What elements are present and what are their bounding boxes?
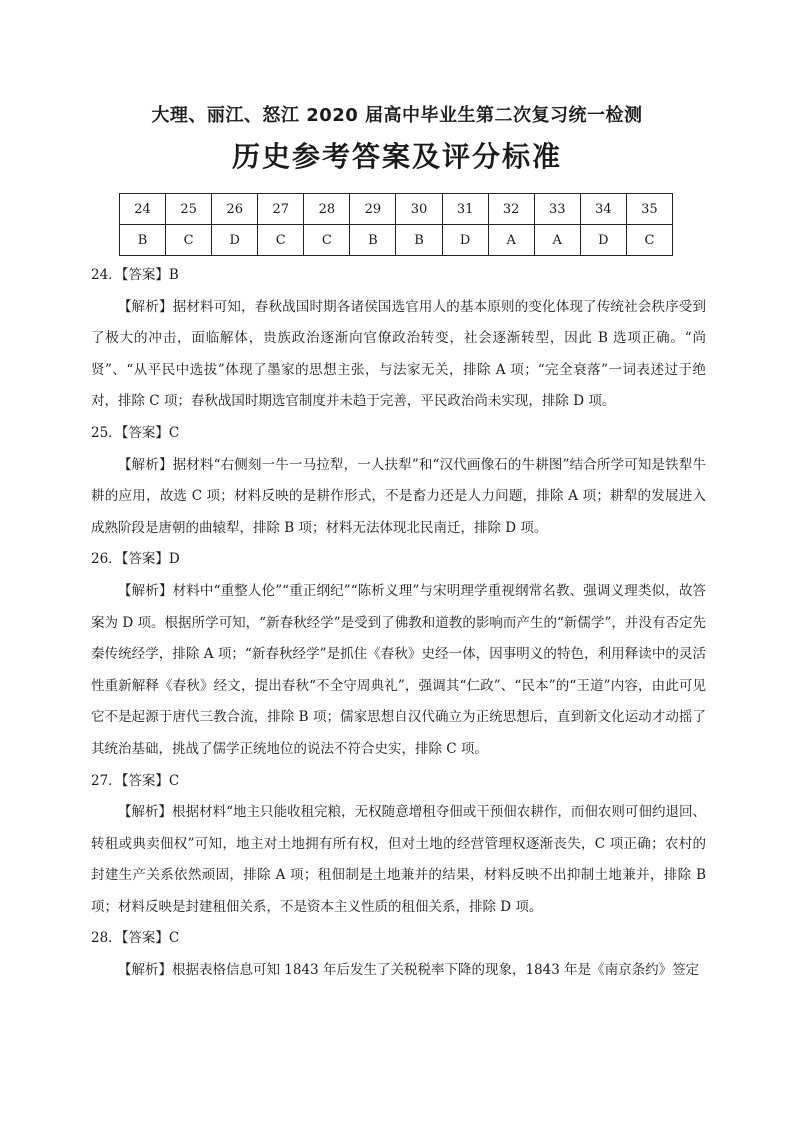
question-block-28 [91, 923, 706, 986]
question-number-cell: 28 [304, 194, 350, 225]
question-block-24 [91, 260, 706, 418]
answer-cell: D [212, 225, 258, 256]
question-number-cell: 32 [488, 194, 534, 225]
answer-cell: C [304, 225, 350, 256]
analysis-paragraph: 【解析】据材料可知，春秋战国时期各诸侯国选官用人的基本原则的变化体现了传统社会秩序受到了极大的冲击，面临解体，贵族政治逐渐向官僚政治转变，社会逐渐转型，因此 B 选项正确。“尚贤”、“从平民中选拔”体现了墨家的思想主张，与法家无关，排除 A 项；“完全衰落”一词表述过于绝对，排除 C 项；春秋战国时期选官制度并未趋于完善，平民政治尚未实现，排除 D 项。 [91, 298, 706, 410]
answer-label: 28．【答案】C [91, 930, 180, 947]
answer-label: 26．【答案】D [91, 551, 180, 568]
question-number-cell: 26 [212, 194, 258, 225]
answer-table [119, 193, 673, 256]
question-number-cell: 25 [166, 194, 212, 225]
analysis-paragraph: 【解析】据材料“右侧刻一牛一马拉犁，一人扶犁”和“汉代画像石的牛耕图”结合所学可知是铁犁牛耕的应用，故选 C 项；材料反映的是耕作形式，不是畜力还是人力问题，排除 A 项；耕犁的发展进入成熟阶段是唐朝的曲辕犁，排除 B 项；材料无法体现北民南迁，排除 D 项。 [91, 456, 706, 536]
answer-row [120, 225, 673, 256]
answer-cell: C [258, 225, 304, 256]
answer-cell: B [120, 225, 166, 256]
answer-label: 25．【答案】C [91, 424, 180, 441]
answer-cell: C [626, 225, 672, 256]
question-block-25 [91, 418, 706, 544]
answer-cell: C [166, 225, 212, 256]
answer-label: 24．【答案】B [91, 267, 179, 283]
analysis-paragraph: 【解析】材料中“重整人伦”“重正纲纪”“陈析义理”与宋明理学重视纲常名教、强调义理类似，故答案为 D 项。根据所学可知，“新春秋经学”是受到了佛教和道教的影响而产生的“新儒学”，并没有否定先秦传统经学，排除 A 项；“新春秋经学”是抓住《春秋》史经一体，因事明义的特色，利用释读中的灵活性重新解释《春秋》经文，提出春秋“不全守周典礼”，强调其“仁政”、“民本”的“王道”内容，由此可见它不是起源于唐代三教合流，排除 B 项；儒家思想自汉代确立为正统思想后，直到新文化运动才动摇了其统治基础，挑战了儒学正统地位的说法不符合史实，排除 C 项。 [91, 582, 706, 757]
question-number-row [120, 194, 673, 225]
question-number-cell: 29 [350, 194, 396, 225]
exam-subtitle: 大理、丽江、怒江 2020 届高中毕业生第二次复习统一检测 [151, 105, 643, 126]
question-number-cell: 35 [626, 194, 672, 225]
page-title: 历史参考答案及评分标准 [231, 140, 562, 173]
answer-cell: B [350, 225, 396, 256]
answer-label: 27．【答案】C [91, 772, 180, 789]
question-number-cell: 30 [396, 194, 442, 225]
answer-explanations [91, 260, 706, 987]
answer-cell: D [442, 225, 488, 256]
question-number-cell: 27 [258, 194, 304, 225]
question-block-27 [91, 766, 706, 924]
question-number-cell: 31 [442, 194, 488, 225]
question-number-cell: 24 [120, 194, 166, 225]
answer-cell: A [488, 225, 534, 256]
question-number-cell: 33 [534, 194, 580, 225]
question-block-26 [91, 544, 706, 765]
answer-cell: D [580, 225, 626, 256]
answer-cell: A [534, 225, 580, 256]
analysis-paragraph: 【解析】根据表格信息可知 1843 年后发生了关税税率下降的现象，1843 年是《南京条约》签定 [118, 962, 700, 979]
answer-cell: B [396, 225, 442, 256]
question-number-cell: 34 [580, 194, 626, 225]
analysis-paragraph: 【解析】根据材料“地主只能收租完粮，无权随意增租夺佃或干预佃农耕作，而佃农则可佃约退回、转租或典卖佃权”可知，地主对土地拥有所有权，但对土地的经营管理权逐渐丧失，C 项正确；农村的封建生产关系依然顽固，排除 A 项；租佃制是土地兼并的结果，材料反映不出抑制土地兼并，排除 B 项；材料反映是封建租佃关系，不是资本主义性质的租佃关系，排除 D 项。 [91, 804, 706, 915]
